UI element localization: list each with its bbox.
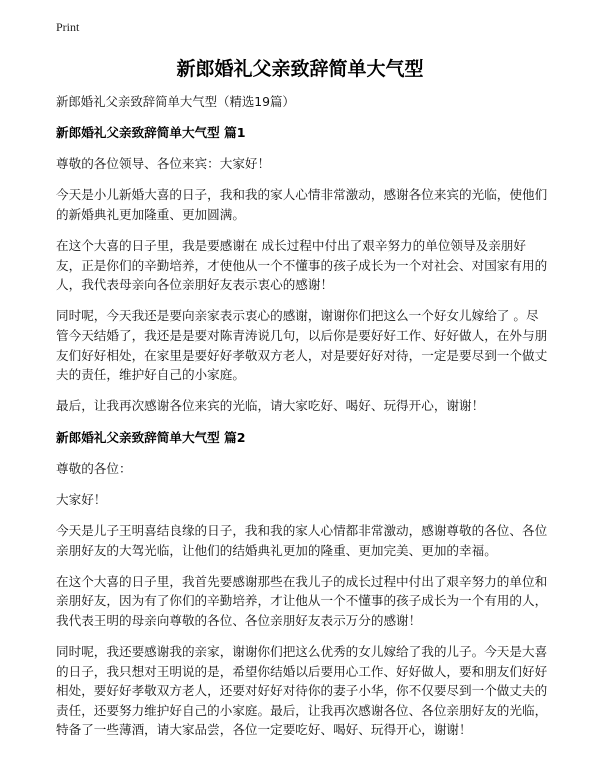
print-link[interactable]: Print [56, 20, 80, 34]
paragraph: 在这个大喜的日子里，我首先要感谢那些在我儿子的成长过程中付出了艰辛努力的单位和亲朋好友，因为有了你们的辛勤培养，才让他从一个不懂事的孩子成长为一个有用的人，我代表王明的母亲向尊敬的各位、各位亲朋好友表示万分的感谢！ [56, 573, 548, 628]
paragraph: 尊敬的各位领导、各位来宾：大家好！ [56, 156, 271, 172]
paragraph: 尊敬的各位： [56, 460, 132, 476]
paragraph: 同时呢，今天我还是要向亲家表示衷心的感谢，谢谢你们把这么一个好女儿嫁给了 。尽管今天结婚了，我还是是要对陈青涛说几句，以后你是要好好工作、好好做人，在外与朋友们好好相处，在家里是要好好孝敬双方老人，对是要好好对待，一定是要尽到一个做丈夫的责任，维护好自己的小家庭。 [56, 308, 548, 383]
page-title: 新郎婚礼父亲致辞简单大气型 [176, 58, 424, 80]
paragraph: 在这个大喜的日子里，我是要感谢在 成长过程中付出了艰辛努力的单位领导及亲朋好友，正是你们的辛勤培养，才使他从一个不懂事的孩子成长为一个对社会、对国家有用的人，我代表母亲向各位亲朋好友表示衷心的感谢！ [56, 238, 548, 293]
section-heading: 新郎婚礼父亲致辞简单大气型 篇2 [56, 429, 246, 445]
paragraph: 最后，让我再次感谢各位来宾的光临，请大家吃好、喝好、玩得开心，谢谢！ [56, 398, 485, 414]
section-1 [56, 123, 548, 416]
paragraph: 今天是小儿新婚大喜的日子，我和我的家人心情非常激动，感谢各位来宾的光临，使他们的新婚典礼更加隆重、更加圆满。 [56, 187, 548, 222]
document-body [56, 92, 548, 752]
paragraph: 今天是儿子王明喜结良缘的日子，我和我的家人心情都非常激动，感谢尊敬的各位、各位亲朋好友的大驾光临，让他们的结婚典礼更加的隆重、更加完美、更加的幸福。 [56, 522, 548, 558]
paragraph: 同时呢，我还要感谢我的亲家，谢谢你们把这么优秀的女儿嫁给了我的儿子。今天是大喜的日子，我只想对王明说的是，希望你结婚以后要用心工作、好好做人，要和朋友们好好相处，要好好孝敬双方老人，还要对好好对待你的妻子小华，你不仅要尽到一个做丈夫的责任，还要努力维护好自己的小家庭。最后，让我再次感谢各位、各位亲朋好友的光临，特备了一些薄酒，请大家品尝，各位一定要吃好、喝好、玩得开心，谢谢！ [56, 644, 548, 738]
section-heading: 新郎婚礼父亲致辞简单大气型 篇1 [56, 125, 246, 141]
paragraph: 大家好！ [56, 491, 107, 507]
document-subtitle: 新郎婚礼父亲致辞简单大气型（精选19篇） [56, 94, 295, 109]
section-2 [56, 428, 548, 740]
